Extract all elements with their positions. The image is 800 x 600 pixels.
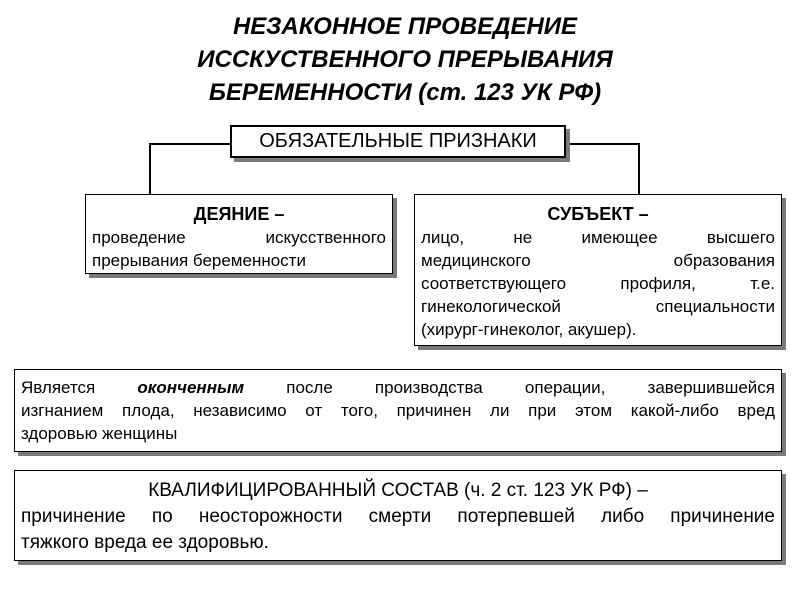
deed-text-line-1: проведение искусственного [92, 228, 386, 247]
title-line-1: НЕЗАКОННОЕ ПРОВЕДЕНИЕ [232, 13, 578, 40]
page-title [150, 10, 660, 109]
connector-left-horizontal [150, 143, 230, 145]
mandatory-features-label: ОБЯЗАТЕЛЬНЫЕ ПРИЗНАКИ [259, 130, 537, 152]
subject-box [414, 194, 782, 346]
subject-text-line-2: медицинского образования [421, 251, 775, 270]
finished-emphasis: оконченным [137, 378, 245, 397]
qualified-composition-box [14, 470, 782, 561]
mandatory-features-box [230, 125, 566, 158]
connector-left-vertical [149, 143, 151, 195]
qualified-text-line-2: тяжкого вреда ее здоровью. [21, 532, 269, 553]
deed-text-line-2: прерывания беременности [92, 251, 306, 270]
title-line-2: ИССКУСТВЕННОГО ПРЕРЫВАНИЯ [197, 46, 613, 73]
qualified-heading: КВАЛИФИЦИРОВАННЫЙ СОСТАВ (ч. 2 ст. 123 УК РФ) – [148, 480, 648, 501]
finished-line-1-rest: после производства операции, завершившейся [286, 378, 776, 397]
subject-text-line-1: лицо, не имеющее высшего [421, 228, 775, 247]
subject-text-line-4: гинекологической специальности [421, 297, 775, 316]
qualified-body [21, 504, 775, 556]
finished-prefix: Является [21, 378, 96, 397]
subject-heading: СУБЪЕКТ – [547, 204, 649, 224]
connector-right-horizontal [568, 143, 639, 145]
qualified-text-line-1: причинение по неосторожности смерти потерпевшей либо причинение [21, 506, 775, 527]
subject-text-line-5: (хирург-гинеколог, акушер). [421, 320, 637, 339]
title-line-3: БЕРЕМЕННОСТИ (ст. 123 УК РФ) [208, 79, 602, 106]
connector-right-vertical [638, 143, 640, 195]
deed-box [85, 194, 393, 274]
finished-text-line-3: здоровью женщины [21, 424, 178, 443]
subject-text-line-3: соответствующего профиля, т.е. [421, 274, 775, 293]
finished-text-line-2: изгнанием плода, независимо от того, причинен ли при этом какой-либо вред [21, 401, 775, 420]
deed-heading: ДЕЯНИЕ – [193, 204, 285, 224]
finished-crime-box [14, 369, 782, 452]
finished-text-line-1 [21, 376, 775, 399]
